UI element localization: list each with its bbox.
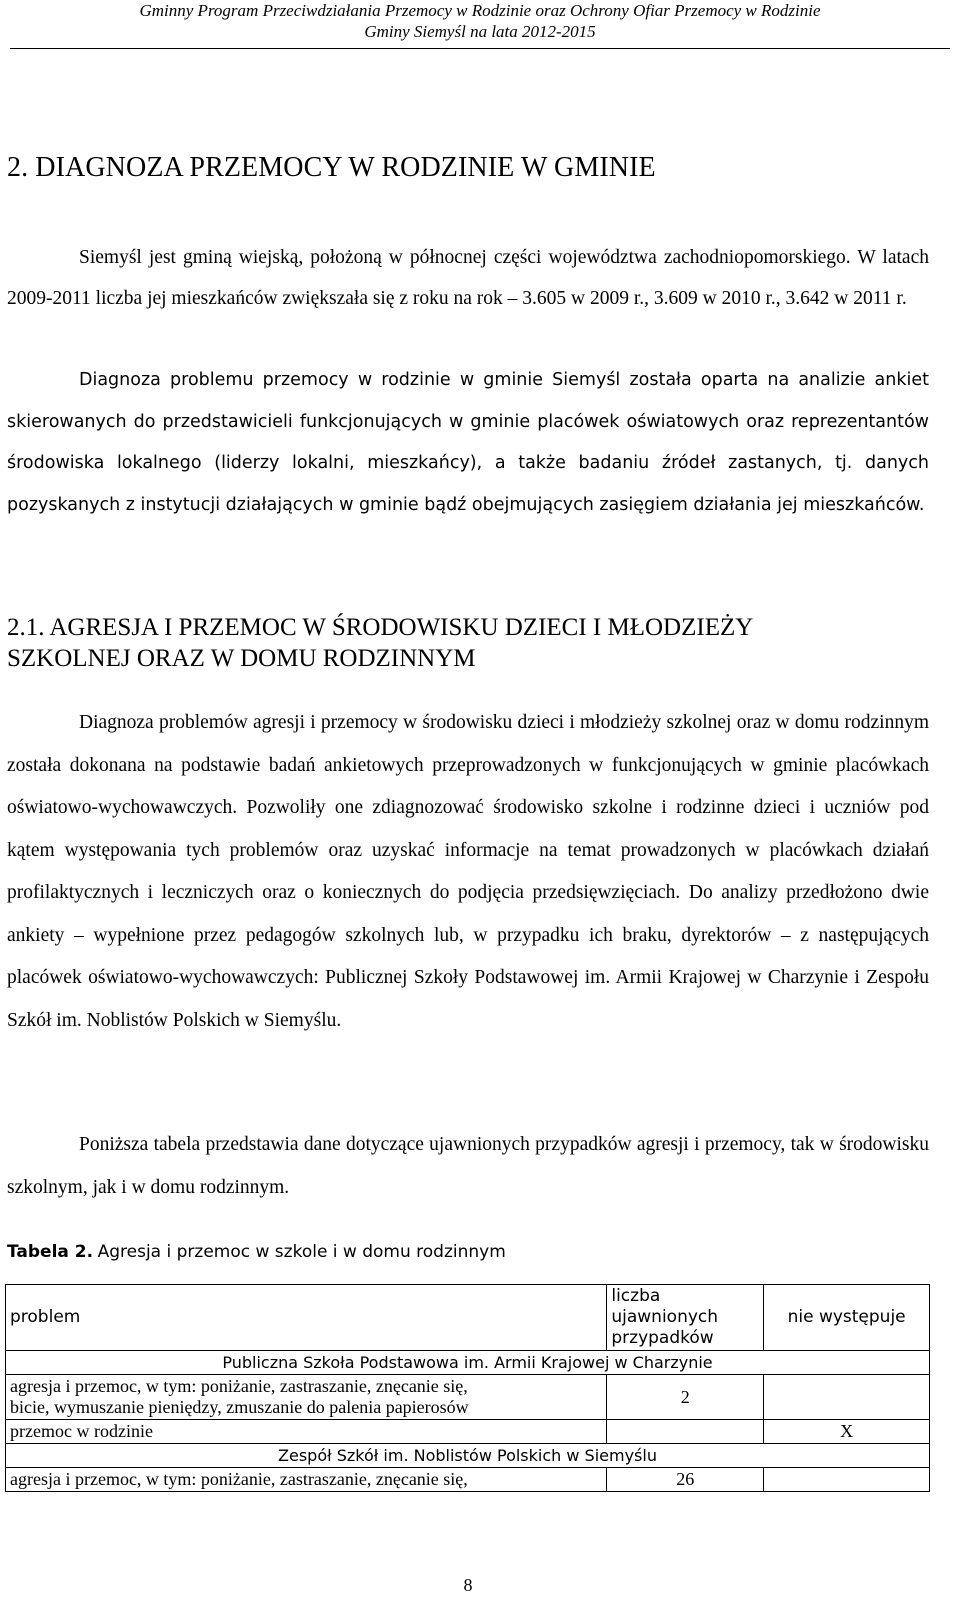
page-number: 8 (463, 1575, 473, 1595)
row-count (607, 1420, 764, 1444)
table-caption-title: Agresja i przemoc w szkole i w domu rodzinnym (97, 1242, 506, 1262)
table-caption-label: Tabela 2. (7, 1242, 94, 1262)
subsection-title-line-1: 2.1. AGRESJA I PRZEMOC W ŚRODOWISKU DZIECI I MŁODZIEŻY (7, 614, 754, 641)
subsection-title-line-2: SZKOLNEJ ORAZ W DOMU RODZINNYM (7, 645, 476, 672)
header-divider (10, 48, 950, 49)
paragraph-population: Siemyśl jest gminą wiejską, położoną w północnej części województwa zachodniopomorskiego. W latach 2009-2011 liczba jej mieszkańców zwiększała się z roku na rok – 3.605 w 2009 r., 3.609 w 2010 r., 3.642 w 2011 r. (7, 247, 929, 309)
row-problem: przemoc w rodzinie (6, 1420, 607, 1444)
row-problem (6, 1375, 607, 1420)
table-group-row (6, 1351, 930, 1375)
header-count-line-2: ujawnionych (611, 1307, 719, 1327)
header-line-1: Gminny Program Przeciwdziałania Przemocy w Rodzinie oraz Ochrony Ofiar Przemocy w Rodzinie (139, 1, 821, 20)
table-header-row (6, 1285, 930, 1351)
section-title: 2. DIAGNOZA PRZEMOCY W RODZINIE W GMINIE (7, 152, 656, 183)
paragraph-school-survey: Diagnoza problemów agresji i przemocy w środowisku dzieci i młodzieży szkolnej oraz w domu rodzinnym została dokonana na podstawie badań ankietowych przeprowadzonych w funkcjonujących w gminie placówkach oświatowo-wychowawczych. Pozwoliły one zdiagnozować środowisko szkolne i rodzinne dzieci i uczniów pod kątem występowania tych problemów oraz uzyskać informacje na temat prowadzonych w placówkach działań profilaktycznych i leczniczych oraz o koniecznych do podjęcia przedsięwzięciach. Do analizy przedłożono dwie ankiety – wypełnione przez pedagogów szkolnych lub, w przypadku ich braku, dyrektorów – z następujących placówek oświatowo-wychowawczych: Publicznej Szkoły Podstawowej im. Armii Krajowej w Charzynie i Zespołu Szkół im. Noblistów Polskich w Siemyślu. (7, 712, 929, 1031)
row-absent (764, 1468, 930, 1492)
row-absent (764, 1375, 930, 1420)
paragraph-table-intro: Poniższa tabela przedstawia dane dotyczące ujawnionych przypadków agresji i przemocy, tak w środowisku szkolnym, jak i w domu rodzinnym. (7, 1134, 929, 1198)
table-row (6, 1468, 930, 1492)
data-table (5, 1284, 930, 1492)
header-line-2: Gminy Siemyśl na lata 2012-2015 (364, 22, 596, 41)
row-count: 2 (607, 1375, 764, 1420)
row-count: 26 (607, 1468, 764, 1492)
running-header (0, 0, 960, 46)
group-heading-charzyno: Publiczna Szkoła Podstawowa im. Armii Krajowej w Charzynie (6, 1351, 930, 1375)
subsection-title (7, 612, 907, 674)
header-count-line-3: przypadków (611, 1328, 714, 1348)
row-problem: agresja i przemoc, w tym: poniżanie, zastraszanie, znęcanie się, (6, 1468, 607, 1492)
table-row (6, 1375, 930, 1420)
row-problem-line-2: bicie, wymuszanie pieniędzy, zmuszanie do palenia papierosów (10, 1397, 469, 1417)
header-count-line-1: liczba (611, 1286, 661, 1306)
row-absent: X (764, 1420, 930, 1444)
table-row (6, 1420, 930, 1444)
paragraph-diagnosis-basis: Diagnoza problemu przemocy w rodzinie w gminie Siemyśl została oparta na analizie ankiet skierowanych do przedstawicieli funkcjonujących w gminie placówek oświatowych oraz reprezentantów środowiska lokalnego (liderzy lokalni, mieszkańcy), a także badaniu źródeł zastanych, tj. danych pozyskanych z instytucji działających w gminie bądź obejmujących zasięgiem działania jej mieszkańców. (7, 370, 929, 515)
table-group-row (6, 1444, 930, 1468)
header-absent: nie występuje (764, 1285, 930, 1351)
group-heading-siemysl: Zespół Szkół im. Noblistów Polskich w Siemyślu (6, 1444, 930, 1468)
header-count (607, 1285, 764, 1351)
row-problem-line-1: agresja i przemoc, w tym: poniżanie, zastraszanie, znęcanie się, (10, 1376, 468, 1396)
table-caption (7, 1241, 506, 1262)
header-problem: problem (6, 1285, 607, 1351)
